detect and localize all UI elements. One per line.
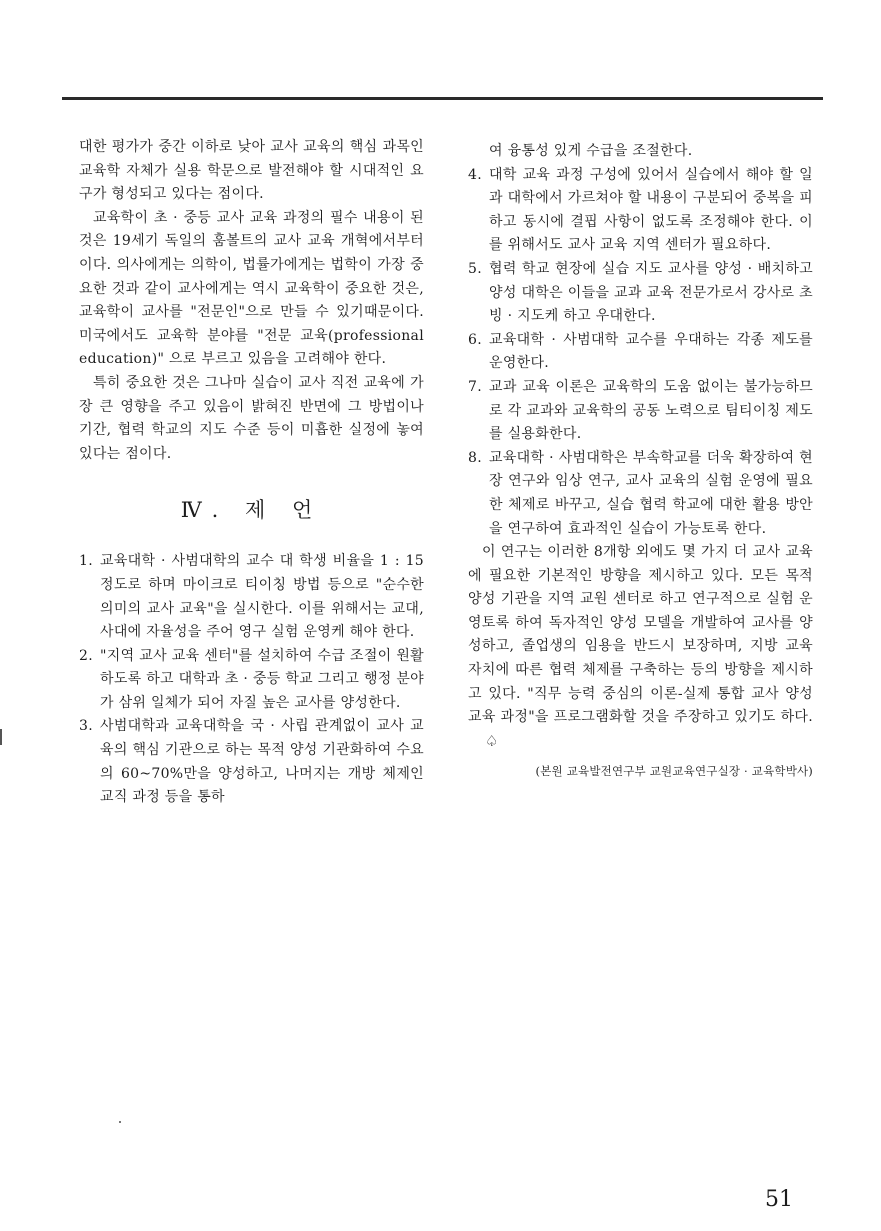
item-text: 교과 교육 이론은 교육학의 도움 없이는 불가능하므로 각 교과와 교육학의 공동 노력으로 팀티이칭 제도를 실용화한다. (489, 378, 813, 443)
item-text: 대학 교육 과정 구성에 있어서 실습에서 해야 할 일과 대학에서 가르쳐야 할 내용이 구분되어 중복을 피하고 동시에 결핍 사항이 없도록 조정해야 한다. 이를 위해서도 교사 교육 지역 센터가 필요하다. (489, 166, 813, 254)
item-number: 5. (468, 260, 482, 277)
item-number: 1. (79, 553, 93, 570)
list-item (468, 164, 813, 258)
page-number: 51 (765, 1187, 793, 1212)
header-rule (62, 97, 823, 100)
list-item (79, 550, 424, 644)
author-byline: (본원 교육발전연구부 교원교육연구실장 · 교육학박사) (535, 764, 813, 779)
list-item-continuation: 여 융통성 있게 수급을 조절한다. (489, 143, 693, 159)
right-column (468, 140, 813, 784)
list-item (79, 715, 424, 809)
item-number: 6. (468, 331, 482, 348)
section-title: Ⅳ. 제 언 (180, 498, 323, 523)
item-number: 4. (468, 166, 482, 183)
list-item (79, 645, 424, 716)
item-number: 2. (79, 647, 93, 664)
list-item (468, 329, 813, 376)
margin-mark (0, 729, 2, 745)
item-text: 교육대학 · 사범대학은 부속학교를 더욱 확장하여 현장 연구와 임상 연구, 교사 교육의 실험 운영에 필요한 체제로 바꾸고, 실습 협력 학교에 대한 활용 방안을 연구하여 효과적인 실습이 가능토록 한다. (489, 449, 813, 537)
item-text: 교육대학 · 사범대학의 교수 대 학생 비율을 1 : 15 정도로 하며 마이크로 티이칭 방법 등으로 "순수한 의미의 교사 교육"을 실시한다. 이를 위해서는 교대, 사대에 자율성을 주어 영구 실험 운영케 해야 한다. (100, 553, 424, 641)
scan-dot (119, 1121, 121, 1123)
paragraph-2: 교육학이 초 · 중등 교사 교육 과정의 필수 내용이 된 것은 19세기 독일의 훔볼트의 교사 교육 개혁에서부터이다. 의사에게는 의학이, 법률가에게는 법학이 가장 중요한 것과 같이 교사에게는 역시 교육학이 중요한 것은, 교육학이 교사를 "전문인"으로 만들 수 있기때문이다. 미국에서도 교육학 분야를 "전문 교육(professional education)" 으로 부르고 있음을 고려해야 한다. (79, 209, 424, 368)
paragraph-1: 대한 평가가 중간 이하로 낮아 교사 교육의 핵심 과목인 교육학 자체가 실용 학문으로 발전해야 할 시대적인 요구가 형성되고 있다는 점이다. (79, 139, 424, 203)
paragraph-3: 특히 중요한 것은 그나마 실습이 교사 직전 교육에 가장 큰 영향을 주고 있음이 밝혀진 반면에 그 방법이나 기간, 협력 학교의 지도 수준 등이 미흡한 실정에 놓여 있다는 점이다. (79, 374, 424, 462)
item-text: 교육대학 · 사범대학 교수를 우대하는 각종 제도를 운영한다. (489, 331, 813, 372)
closing-text: 이 연구는 이러한 8개항 외에도 몇 가지 더 교사 교육에 필요한 기본적인 방향을 제시하고 있다. 모든 목적 양성 기관을 지역 교원 센터로 하고 연구적으로 실험 운영토록 하여 독자적인 양성 모델을 개발하여 교사를 양성하고, 졸업생의 임용을 반드시 보장하며, 지방 교육 자치에 따른 협력 체제를 구축하는 등의 방향을 제시하고 있다. "직무 능력 중심의 이론-실제 통합 교사 양성 교육 과정"을 프로그램화할 것을 주장하고 있기도 하다. (468, 544, 813, 726)
end-mark-icon: ♤ (485, 731, 499, 750)
list-item (468, 376, 813, 447)
closing-paragraph (468, 541, 813, 754)
list-item (468, 447, 813, 541)
item-text: 협력 학교 현장에 실습 지도 교사를 양성 · 배치하고 양성 대학은 이들을 교과 교육 전문가로서 강사로 초빙 · 지도케 하고 우대한다. (489, 260, 813, 325)
left-column (79, 136, 424, 810)
list-item (468, 258, 813, 329)
recommendation-list-left (79, 550, 424, 810)
item-text: "지역 교사 교육 센터"를 설치하여 수급 조절이 원활하도록 하고 대학과 초 · 중등 학교 그리고 행정 분야가 삼위 일체가 되어 자질 높은 교사를 양성한다. (100, 647, 424, 711)
item-number: 8. (468, 449, 482, 466)
item-text: 사범대학과 교육대학을 국 · 사립 관계없이 교사 교육의 핵심 기관으로 하는 목적 양성 기관화하여 수요의 60~70%만을 양성하고, 나머지는 개방 체제인 교직 과정 등을 통하 (100, 718, 424, 806)
item-number: 3. (79, 718, 93, 735)
item-number: 7. (468, 378, 482, 395)
recommendation-list-right (468, 164, 813, 542)
